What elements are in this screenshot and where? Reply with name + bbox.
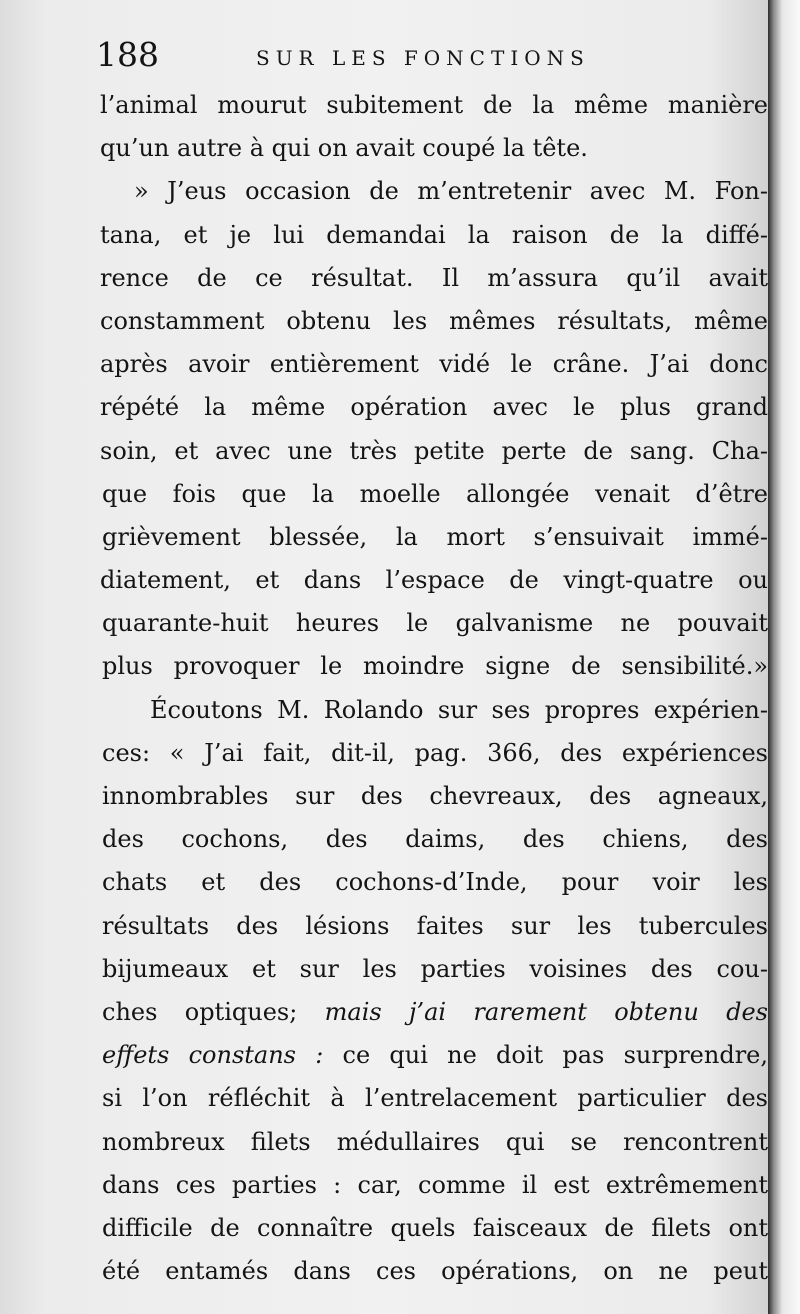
text-line: l’animal mourut subitement de la même manière xyxy=(100,91,768,119)
text-line: ches optiques; mais j’ai rarement obtenu des xyxy=(102,997,769,1026)
text-line: » J’eus occasion de m’entretenir avec M. Fon- xyxy=(134,177,768,206)
text-line: diatement, et dans l’espace de vingt-quatre ou xyxy=(100,566,768,595)
text-line: effets constans : ce qui ne doit pas surprendre, xyxy=(102,1041,769,1070)
text-line: après avoir entièrement vidé le crâne. J’ai donc xyxy=(100,350,768,379)
text-line: été entamés dans ces opérations, on ne peut xyxy=(102,1257,768,1286)
text-line: ces: « J’ai fait, dit-il, pag. 366, des expériences xyxy=(102,738,768,767)
text-line: rence de ce résultat. Il m’assura qu’il avait xyxy=(100,263,768,292)
text-line: dans ces parties : car, comme il est extrêmement xyxy=(102,1170,768,1199)
text-line: si l’on réfléchit à l’entrelacement particulier des xyxy=(102,1084,768,1113)
text-line: qu’un autre à qui on avait coupé la tête. xyxy=(100,134,588,163)
text-line: difficile de connaître quels faisceaux de filets ont xyxy=(102,1213,768,1242)
text-line: que fois que la moelle allongée venait d’être xyxy=(102,479,768,508)
text-line: des cochons, des daims, des chiens, des xyxy=(102,825,768,854)
page-binding-edge xyxy=(768,0,800,1314)
italic-text: mais j’ai rarement obtenu des xyxy=(324,997,769,1026)
text-line: tana, et je lui demandai la raison de la diffé- xyxy=(100,220,768,249)
body-text xyxy=(100,84,768,1293)
text-line: résultats des lésions faites sur les tubercules xyxy=(102,911,768,940)
page-number: 188 xyxy=(96,35,159,74)
text-line: bijumeaux et sur les parties voisines des cou- xyxy=(102,954,768,983)
text-line: chats et des cochons-d’Inde, pour voir les xyxy=(102,868,768,897)
page-header xyxy=(96,30,756,80)
text-line: Écoutons M. Rolando sur ses propres expérien- xyxy=(150,695,768,724)
text-line: quarante-huit heures le galvanisme ne pouvait xyxy=(102,609,768,638)
text-line: soin, et avec une très petite perte de sang. Cha- xyxy=(100,436,768,465)
text-line: plus provoquer le moindre signe de sensibilité.» xyxy=(102,652,768,681)
running-head: SUR LES FONCTIONS xyxy=(256,46,590,70)
italic-text: effets constans : xyxy=(102,1041,324,1070)
text-line: grièvement blessée, la mort s’ensuivait immé- xyxy=(102,522,768,551)
text-line: innombrables sur des chevreaux, des agneaux, xyxy=(102,782,768,810)
text-line: répété la même opération avec le plus grand xyxy=(100,393,768,422)
text-line: nombreux filets médullaires qui se rencontrent xyxy=(102,1127,768,1156)
text-line: constamment obtenu les mêmes résultats, même xyxy=(100,306,768,335)
